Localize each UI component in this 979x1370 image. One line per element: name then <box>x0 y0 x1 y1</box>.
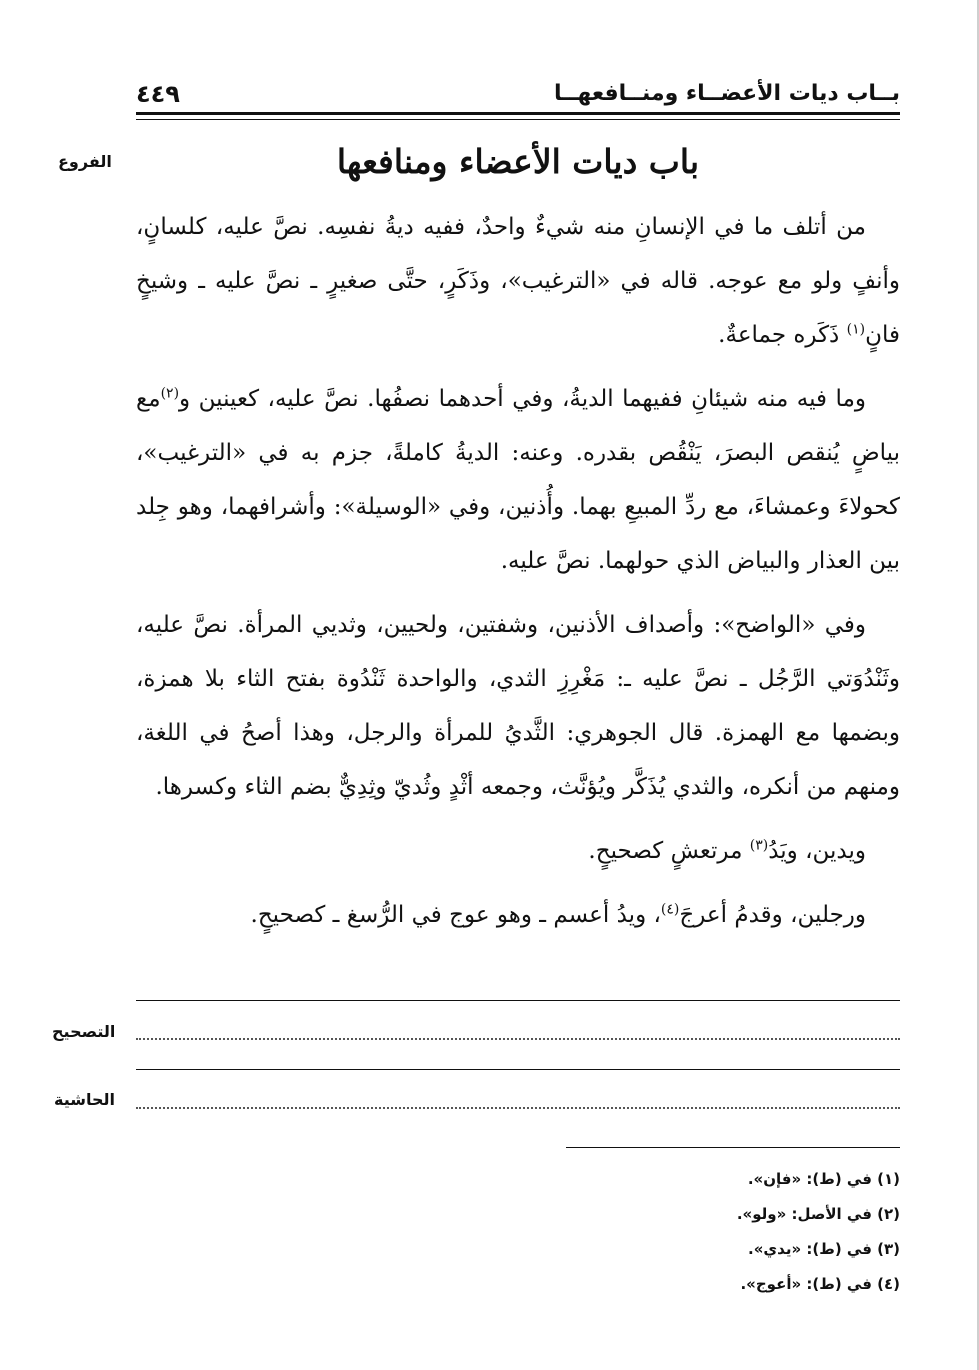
paragraph-5-text-a: ورجلين، وقدمُ أعرجَ <box>679 902 866 928</box>
paragraph-2-text-b: مع بياضٍ يُنقص البصرَ، يَنْقُص بقدره. وعنه: الديةُ كاملةً، جزم به في «الترغيب»، كحولاءَ وعمشاءَ، مع ردِّ المبيعِ بهما. وأُذنين، وفي «الوسيلة»: وأشرافهما، وهو جِلد بين العذار والبياض الذي حولهما. نصَّ عليه. <box>136 386 900 574</box>
running-header <box>136 78 900 110</box>
sidebar-label-furu: الفروع <box>58 152 112 171</box>
footnote-separator <box>566 1147 900 1148</box>
body-text <box>136 200 900 952</box>
paragraph-1 <box>136 200 900 362</box>
paragraph-2 <box>136 372 900 588</box>
correction-rule-top <box>136 1000 900 1001</box>
running-title: بــاب ديات الأعضــاء ومنــافعهــا <box>554 81 900 106</box>
paragraph-3 <box>136 598 900 814</box>
paragraph-1-text-b: ذَكَره جماعةٌ. <box>718 322 847 348</box>
footnote-1: (١) في (ط): «فإن». <box>747 1170 900 1188</box>
footnote-ref-1[interactable]: (١) <box>846 321 866 338</box>
sidebar-label-hashia: الحاشية <box>54 1090 115 1109</box>
header-rule <box>136 112 900 115</box>
footnote-3: (٣) في (ط): «يدي». <box>748 1240 900 1258</box>
paragraph-5 <box>136 888 900 942</box>
footnote-2: (٢) في الأصل: «ولو». <box>736 1205 900 1223</box>
correction-dotted-line[interactable] <box>136 1038 900 1040</box>
sidebar-label-correction: التصحيح <box>52 1022 116 1041</box>
footnote-ref-3[interactable]: (٣) <box>749 837 769 854</box>
hashia-dotted-line[interactable] <box>136 1107 900 1109</box>
chapter-title: باب ديات الأعضاء ومنافعها <box>336 142 700 181</box>
paragraph-4-text-a: ويدين، ويَدُ <box>768 838 866 864</box>
header-rule-thin <box>136 119 900 120</box>
footnotes <box>500 1162 900 1302</box>
paragraph-1-text-a: من أتلف ما في الإنسانِ منه شيءٌ واحدٌ، ففيه ديةُ نفسِه. نصَّ عليه، كلسانٍ، وأنفٍ ولو مع عوجه. قاله في «الترغيب»، وذَكَرٍ، حتَّى صغيرٍ ـ نصَّ عليه ـ وشيخٍ فانٍ <box>136 214 900 348</box>
paragraph-5-text-b: ، ويدُ أعسم ـ وهو عوج في الرُّسغ ـ كصحيحٍ. <box>250 902 661 928</box>
page-number: ٤٤٩ <box>136 80 180 108</box>
paragraph-2-text-a: وما فيه منه شيئانِ ففيهما الديةُ، وفي أحدهما نصفُها. نصَّ عليه، كعينين و <box>179 386 866 412</box>
footnote-ref-2[interactable]: (٢) <box>160 385 180 402</box>
paragraph-3-text: وفي «الواضح»: وأصداف الأذنين، وشفتين، ولحيين، وثديي المرأة. نصَّ عليه، وثَنْدُوَتي الرَّجُل ـ نصَّ عليه ـ: مَغْرِزِ الثدي، والواحدة ثَنْدُوة بفتح الثاء بلا همزة، وبضمها مع الهمزة. قال الجوهري: الثَّديُ للمرأة والرجل، وهذا أصحُ في اللغة، ومنهم من أنكره، والثدي يُذَكَّر ويُؤنَّث، وجمعه أثْدٍ وثُديّ وثِدِيٌّ بضم الثاء وكسرها. <box>136 612 900 800</box>
footnote-4: (٤) في (ط): «أعوج». <box>740 1275 900 1293</box>
correction-rule-bottom <box>136 1069 900 1070</box>
paragraph-4 <box>136 824 900 878</box>
footnote-ref-4[interactable]: (٤) <box>660 901 680 918</box>
paragraph-4-text-b: مرتعشٍ كصحيحٍ. <box>588 838 750 864</box>
